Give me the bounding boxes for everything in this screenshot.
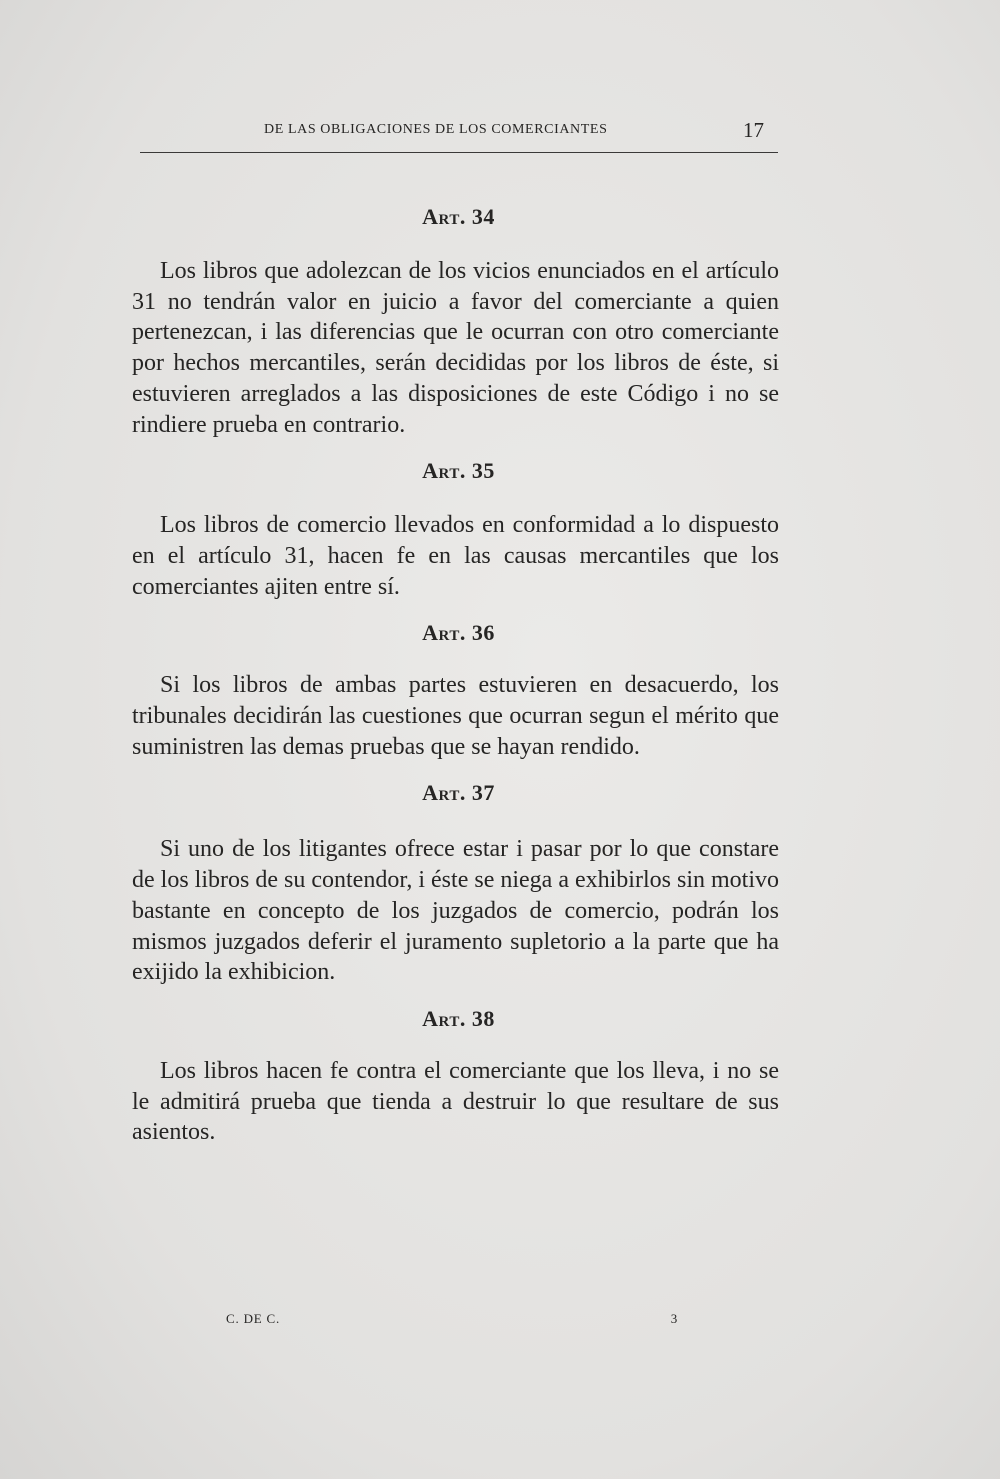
article-36 xyxy=(132,620,779,762)
article-text: Si uno de los litigantes ofrece estar i pasar por lo que constare de los libros de su contendor, i éste se niega a exhibirlos sin motivo bastante en concepto de los juzgados de comercio, podrán los mismos juzgados deferir el juramento supletorio a la parte que ha exijido la exhibicion. xyxy=(132,836,779,986)
article-text: Los libros hacen fe contra el comerciante que los lleva, i no se le admitirá prueba que tienda a destruir lo que resultare de sus asientos. xyxy=(132,1057,779,1146)
article-38 xyxy=(132,1006,779,1148)
article-heading: Art. 36 xyxy=(422,620,495,646)
signature-number: 3 xyxy=(670,1311,678,1326)
running-head: DE LAS OBLIGACIONES DE LOS COMERCIANTES xyxy=(264,122,608,137)
page-body xyxy=(132,200,779,1148)
article-heading: Art. 38 xyxy=(422,1005,495,1031)
article-text: Los libros de comercio llevados en conformidad a lo dispuesto en el artículo 31, hacen fe en las causas mercantiles que los comerciantes ajiten entre sí. xyxy=(132,512,779,600)
page-number: 17 xyxy=(743,118,764,142)
article-34 xyxy=(132,204,779,440)
article-35 xyxy=(132,458,779,602)
article-37 xyxy=(132,780,779,988)
article-heading: Art. 37 xyxy=(422,780,495,806)
signature-mark: C. DE C. xyxy=(226,1311,281,1326)
article-text: Si los libros de ambas partes estuvieren en desacuerdo, los tribunales decidirán las cuestiones que ocurran segun el mérito que suministren las demas pruebas que se hayan rendido. xyxy=(132,672,779,760)
article-heading: Art. 35 xyxy=(422,458,495,484)
article-text: Los libros que adolezcan de los vicios enunciados en el artículo 31 no tendrán valor en juicio a favor del comerciante a quien pertenezcan, i las diferencias que le ocurran con otro comerciante por hechos mercantiles, serán decididas por los libros de éste, si estuvieren arreglados a las disposiciones de este Código i no se rindiere prueba en contrario. xyxy=(132,258,779,438)
page-header xyxy=(140,118,778,153)
article-heading: Art. 34 xyxy=(422,204,495,229)
